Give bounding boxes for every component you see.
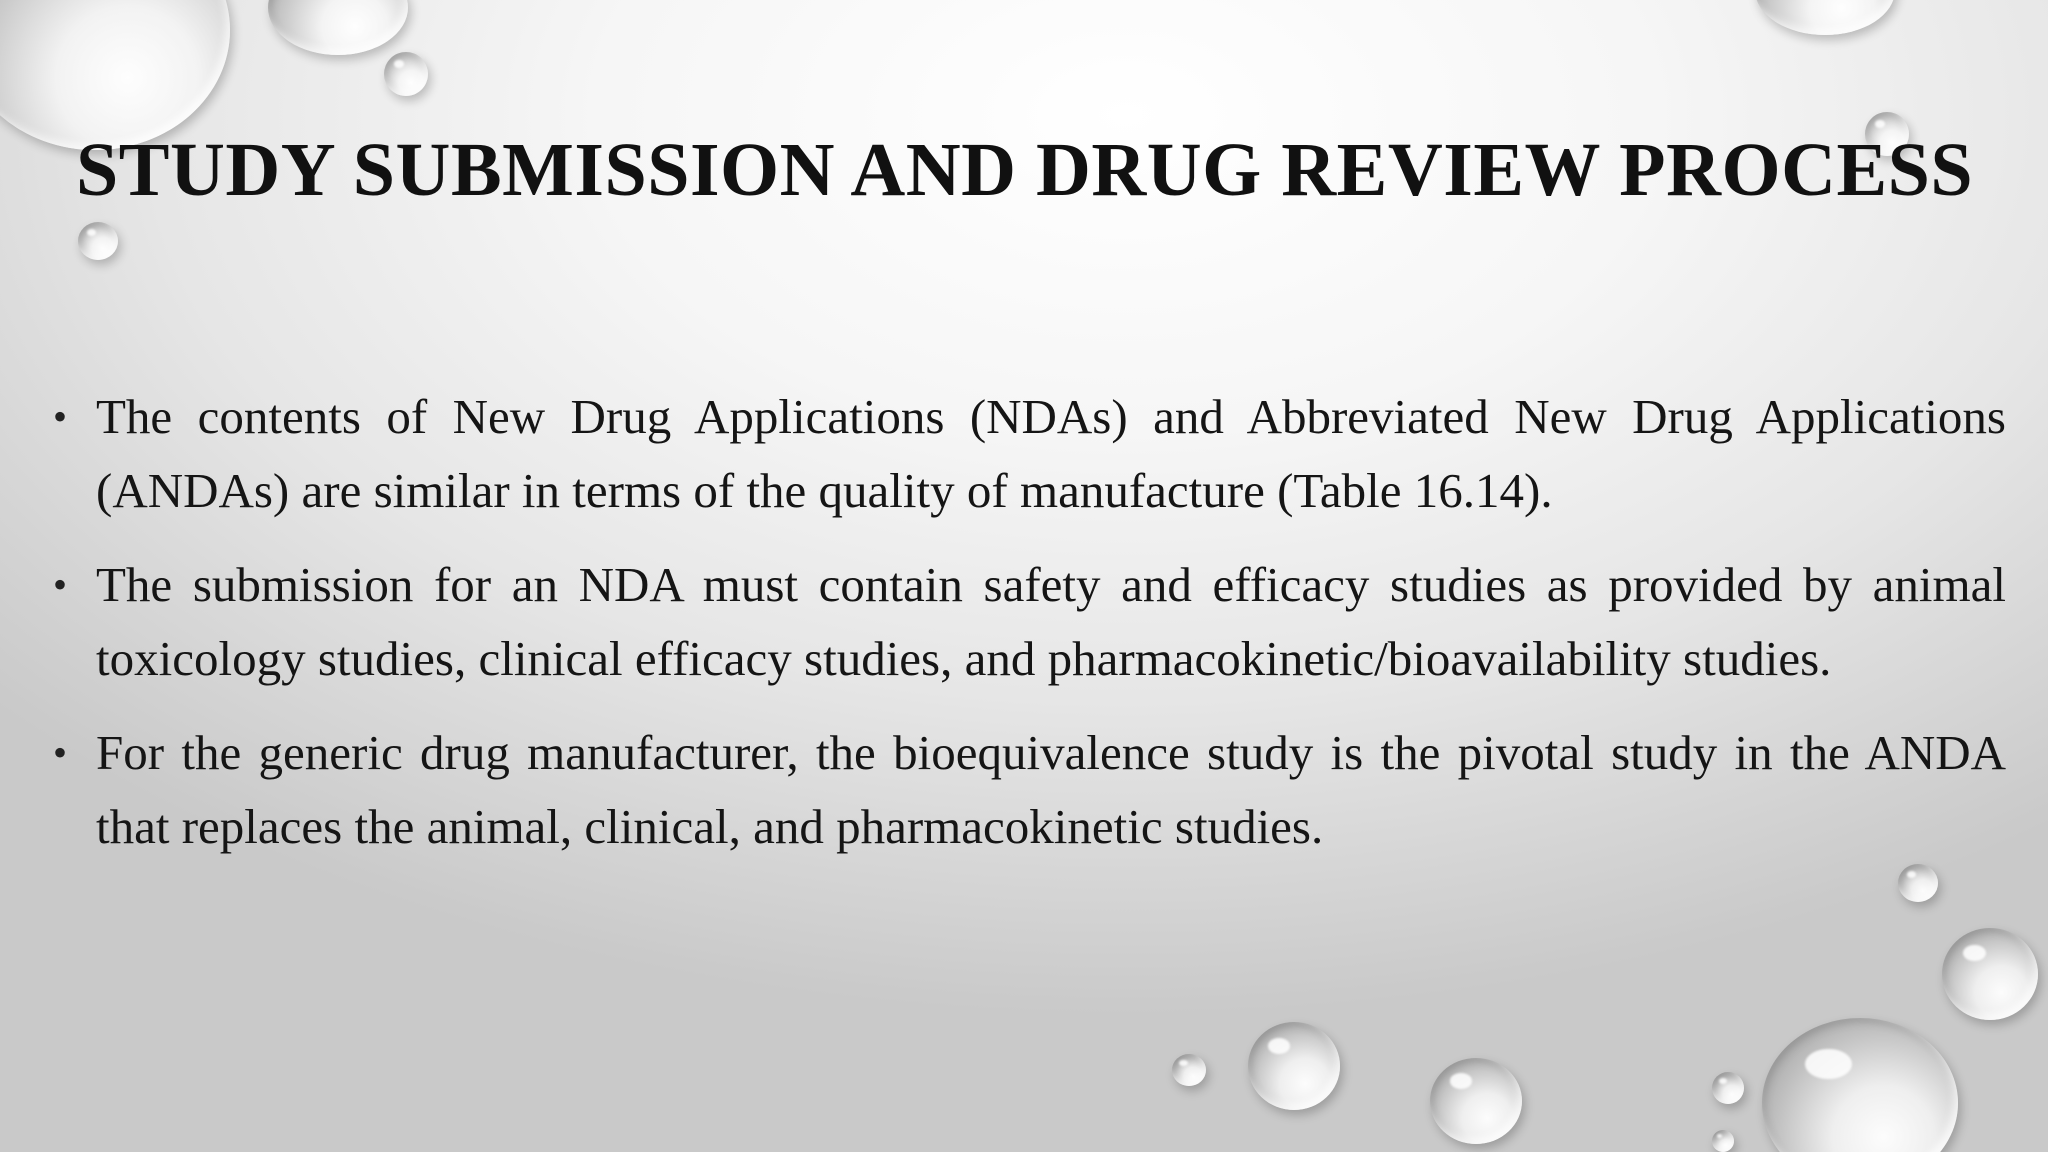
water-drop-decoration bbox=[1712, 1072, 1744, 1104]
water-drop-decoration bbox=[1762, 1018, 1958, 1152]
bullet-item bbox=[50, 380, 2006, 528]
water-drop-decoration bbox=[78, 222, 118, 260]
bullet-dot-icon: • bbox=[53, 394, 68, 439]
water-drop-decoration bbox=[1712, 1130, 1734, 1152]
bullet-list bbox=[50, 380, 2006, 884]
water-drop-decoration bbox=[1942, 928, 2038, 1020]
bullet-text: The contents of New Drug Applications (NDAs) and Abbreviated New Drug Applications (ANDAs) are similar in terms of the quality of manufacture (Table 16.14). bbox=[96, 389, 2006, 518]
bullet-text: For the generic drug manufacturer, the bioequivalence study is the pivotal study in the ANDA that replaces the animal, clinical, and pharmacokinetic studies. bbox=[96, 725, 2006, 854]
bullet-item bbox=[50, 548, 2006, 696]
water-drop-decoration bbox=[1248, 1022, 1340, 1110]
bullet-text: The submission for an NDA must contain safety and efficacy studies as provided by animal toxicology studies, clinical efficacy studies, and pharmacokinetic/bioavailability studies. bbox=[96, 557, 2006, 686]
water-drop-decoration bbox=[1172, 1054, 1206, 1086]
water-drop-decoration bbox=[268, 0, 408, 55]
water-drop-decoration bbox=[384, 52, 428, 96]
slide-title: STUDY SUBMISSION AND DRUG REVIEW PROCESS bbox=[76, 128, 1974, 212]
water-drop-decoration bbox=[1430, 1058, 1522, 1144]
bullet-item bbox=[50, 716, 2006, 864]
water-drop-decoration bbox=[1755, 0, 1895, 35]
bullet-dot-icon: • bbox=[53, 562, 68, 607]
bullet-dot-icon: • bbox=[53, 730, 68, 775]
